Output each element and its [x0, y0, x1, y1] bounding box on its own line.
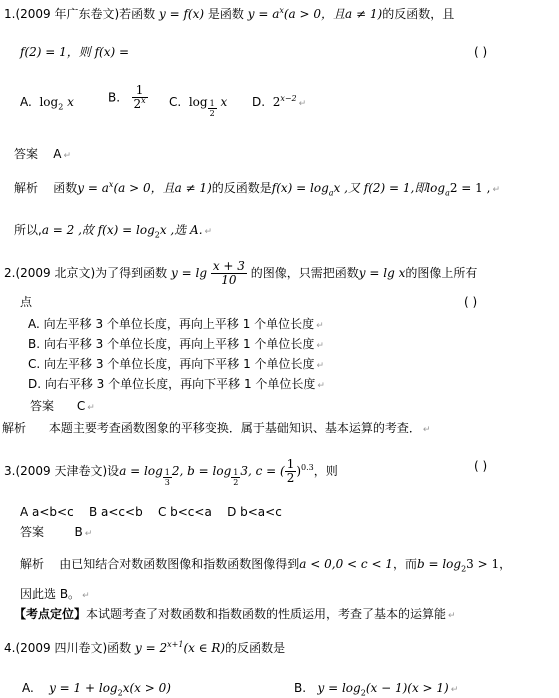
q1-math: y = f(x)	[159, 7, 205, 21]
q4-option-b-label: B.	[294, 681, 307, 695]
fraction-denominator: 10	[221, 273, 237, 287]
paragraph-mark-icon: ↵	[492, 185, 500, 195]
fraction-numerator: 1	[233, 468, 239, 477]
fraction-numerator: 1	[132, 84, 148, 98]
q3-options	[20, 504, 282, 520]
q1-answer	[14, 146, 71, 164]
q3-math: a = log	[119, 464, 163, 478]
q3-sub-fraction-b	[231, 468, 240, 487]
q3-text: 设	[107, 464, 120, 478]
q1-option-d-sup: x−2	[280, 94, 297, 103]
analysis-math: y = a	[77, 181, 109, 195]
analysis-text: 因此选 B。	[20, 587, 81, 601]
q1-option-d-base: 2	[272, 95, 281, 109]
analysis-label: 解析	[20, 557, 45, 571]
analysis-math-sub: 2	[154, 230, 160, 240]
paragraph-mark-icon: ↵	[82, 591, 90, 601]
answer-label: 答案	[20, 525, 45, 539]
fraction-denominator: 2	[286, 471, 295, 485]
q1-option-c-label: C.	[169, 95, 182, 109]
blank-parens: ( )	[464, 295, 478, 309]
q2-text: 为了得到函数	[95, 266, 168, 280]
fraction-denominator: 2	[209, 109, 215, 118]
analysis-math: f(x) = log	[271, 181, 329, 195]
analysis-math: b = log	[416, 557, 462, 571]
q1-options	[20, 94, 74, 110]
q4-math: y = 2	[135, 641, 168, 655]
q2-math: y = lg	[171, 266, 207, 280]
q2-answer-blank	[464, 294, 477, 310]
q1-math: f(2) = 1，则 f(x) =	[20, 45, 130, 59]
keypoint-text: 本试题考查了对数函数和指数函数的性质运用，考查了基本的运算能	[86, 607, 447, 621]
q1-option-d-label: D.	[252, 95, 266, 109]
q1-option-b-fraction	[132, 84, 148, 111]
q2-option-a	[28, 316, 324, 334]
q4-number: 4.	[4, 641, 16, 655]
answer-value: A	[53, 147, 62, 161]
paragraph-mark-icon: ↵	[316, 321, 324, 331]
analysis-label: 解析	[2, 421, 27, 435]
q1-option-c-var: x	[220, 95, 228, 109]
q3-number: 3.	[4, 464, 16, 478]
q4-text: 的反函数是	[225, 641, 286, 655]
q2-option-b	[28, 336, 324, 354]
q1-option-a-var: x	[67, 95, 74, 109]
q1-math: y = a	[247, 7, 280, 21]
analysis-math: a < 0,0 < c < 1	[299, 557, 393, 571]
q2-fraction	[211, 260, 247, 287]
q1-option-a: log	[39, 95, 59, 109]
analysis-text: 函数	[53, 181, 78, 195]
q2-text: 的图像，只需把函数	[250, 266, 359, 280]
q4-math-sup: x+1	[167, 640, 184, 649]
paragraph-mark-icon: ↵	[298, 99, 307, 109]
q3-math: 3, c = (	[240, 464, 285, 478]
analysis-math-sub: 2	[461, 564, 467, 574]
fraction-den-sup: x	[141, 96, 146, 105]
q2-option-c	[28, 356, 324, 374]
q2-option-c-text: C. 向左平移 3 个单位长度，再向下平移 1 个单位长度	[28, 357, 315, 371]
q4-stem	[4, 640, 285, 656]
q4-option-a-math: y = 1 + log	[49, 681, 118, 695]
answer-value: C	[76, 399, 86, 413]
q3-text: ，则	[313, 464, 338, 478]
q3-answer	[20, 524, 92, 542]
analysis-label: 解析	[14, 181, 39, 195]
paragraph-mark-icon: ↵	[204, 227, 213, 237]
q3-keypoint	[14, 606, 456, 624]
q3-analysis-line2	[20, 586, 90, 604]
q1-math-sup: x	[279, 6, 284, 15]
fraction-denominator: 3	[164, 478, 170, 487]
q4-math: (x ∈ R)	[183, 641, 226, 655]
paragraph-mark-icon: ↵	[316, 341, 324, 351]
analysis-math-sub: a	[328, 188, 334, 198]
blank-parens: ( )	[474, 459, 488, 473]
q3-sub-fraction-a	[163, 468, 172, 487]
analysis-text: ，	[499, 557, 512, 571]
q2-text: 点	[20, 295, 33, 309]
q2-number: 2.	[4, 266, 16, 280]
q3-answer-blank	[474, 458, 487, 474]
q2-answer	[30, 398, 95, 416]
q1-stem-line2	[20, 44, 129, 60]
q1-answer-blank	[474, 44, 487, 60]
q4-option-b	[294, 680, 458, 698]
q1-analysis-line2	[14, 222, 212, 240]
q1-option-b-label: B.	[108, 90, 121, 105]
analysis-text: 本题主要考查函数图象的平移变换．属于基础知识、基本运算的考查．	[48, 421, 421, 435]
q4-option-a-label: A.	[22, 681, 34, 695]
q1-source: (2009 年广东卷文)	[15, 7, 120, 21]
q4-option-b-math: y = log	[317, 681, 361, 695]
q1-option-c-sub-fraction	[208, 99, 217, 118]
analysis-math-sup: x	[108, 180, 114, 189]
analysis-math: 3 > 1	[466, 557, 500, 571]
q2-stem-line1	[4, 260, 477, 287]
analysis-math-sub: a	[445, 188, 450, 198]
analysis-math: x ,选 A.	[159, 223, 203, 237]
fraction-denominator: 2	[233, 478, 239, 487]
q1-option-c-log: log	[188, 95, 208, 109]
q4-option-a-math: x(x > 0)	[122, 681, 171, 695]
q1-stem-line1	[4, 6, 454, 22]
q2-option-a-text: A. 向左平移 3 个单位长度，再向上平移 1 个单位长度	[28, 317, 315, 331]
fraction-numerator: 1	[164, 468, 170, 477]
paragraph-mark-icon: ↵	[63, 151, 72, 161]
q1-number: 1.	[4, 7, 16, 21]
q3-math: )	[296, 464, 302, 478]
q4-option-b-math: (x − 1)(x > 1)	[365, 681, 449, 695]
q2-source: (2009 北京文)	[15, 266, 96, 280]
paragraph-mark-icon: ↵	[316, 361, 325, 371]
q4-option-a-sub: 2	[117, 688, 123, 698]
q1-text: 的反函数，且	[382, 7, 455, 21]
analysis-math: 2 = 1 ,	[449, 181, 491, 195]
q2-math: y = lg x	[358, 266, 406, 280]
fraction-numerator: 1	[286, 457, 295, 471]
q3-fraction-c	[285, 458, 297, 485]
fraction-denominator: 2	[133, 97, 142, 111]
q1-condition: (a > 0，且a ≠ 1)	[283, 7, 383, 21]
answer-label: 答案	[14, 147, 39, 161]
paragraph-mark-icon: ↵	[448, 611, 456, 621]
fraction-numerator: 1	[209, 99, 215, 108]
q2-option-d	[28, 376, 325, 394]
q4-source: (2009 四川卷文)	[15, 641, 108, 655]
paragraph-mark-icon: ↵	[422, 425, 431, 435]
analysis-text: 由已知结合对数函数图像和指数函数图像得到	[59, 557, 300, 571]
paragraph-mark-icon: ↵	[450, 685, 459, 695]
analysis-math: a = 2 ,故 f(x) = log	[41, 223, 155, 237]
blank-parens: ( )	[474, 45, 488, 59]
analysis-math: (a > 0，且a ≠ 1)	[113, 181, 212, 195]
analysis-text: ，而	[392, 557, 417, 571]
q1-text: 是函数	[207, 7, 244, 21]
q1-option-d	[252, 94, 306, 112]
keypoint-label: 【考点定位】	[14, 607, 87, 621]
fraction-numerator: x + 3	[212, 259, 245, 273]
q2-option-b-text: B. 向右平移 3 个单位长度，再向上平移 1 个单位长度	[28, 337, 315, 351]
q1-option-c	[169, 94, 227, 118]
q3-stem	[4, 458, 338, 487]
q1-option-b	[108, 84, 148, 111]
q3-analysis-line1	[20, 556, 511, 572]
answer-label: 答案	[30, 399, 55, 413]
analysis-text: 的反函数是	[211, 181, 272, 195]
q3-source: (2009 天津卷文)	[15, 464, 108, 478]
q2-analysis	[2, 420, 430, 438]
q3-math: 2, b = log	[171, 464, 232, 478]
paragraph-mark-icon: ↵	[317, 381, 325, 391]
q1-option-a-sub: 2	[58, 102, 64, 112]
q1-option-a-label: A.	[20, 95, 32, 109]
q3-options-text: A a<b<c B a<c<b C b<c<a D b<a<c	[20, 505, 282, 519]
q4-option-a	[22, 680, 171, 696]
analysis-text: 所以,	[14, 223, 42, 237]
paragraph-mark-icon: ↵	[84, 529, 93, 539]
q1-analysis-line1	[14, 180, 500, 198]
q2-text: 的图像上所有	[405, 266, 478, 280]
paragraph-mark-icon: ↵	[87, 403, 95, 413]
analysis-math: x ,又 f(2) = 1,即log	[333, 181, 446, 195]
q3-math-sup: 0.3	[301, 463, 314, 472]
q2-stem-line2	[20, 294, 32, 310]
q4-option-b-sub: 2	[360, 688, 366, 698]
q1-text: 若函数	[119, 7, 156, 21]
answer-value: B	[74, 525, 83, 539]
q4-text: 函数	[107, 641, 132, 655]
q2-option-d-text: D. 向右平移 3 个单位长度，再向下平移 1 个单位长度	[28, 377, 316, 391]
